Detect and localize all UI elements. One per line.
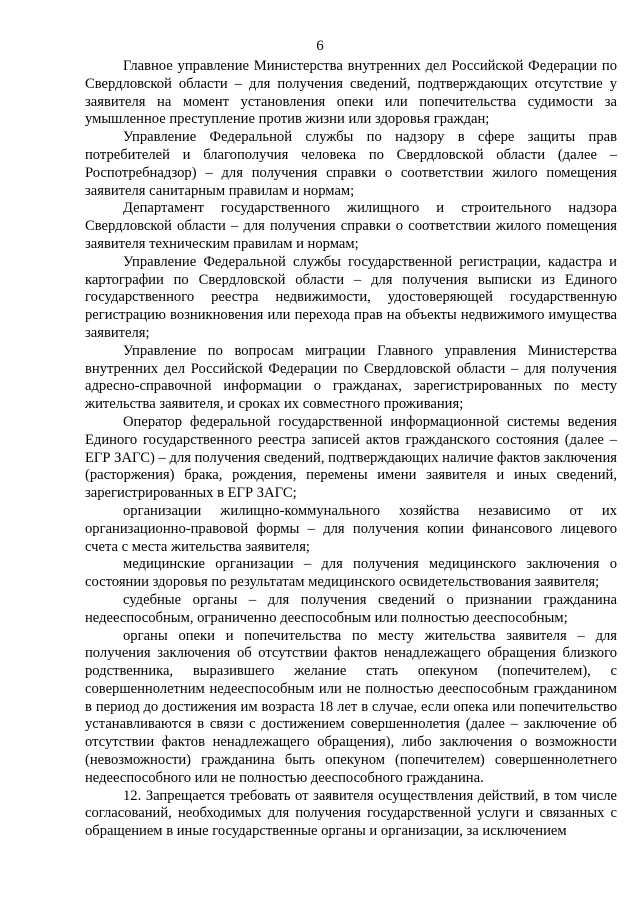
paragraph-mvd: Главное управление Министерства внутренних дел Российской Федерации по Свердловской области – для получения сведений, подтверждающих отсутствие у заявителя на момент установления опеки или попечительства судимости за умышленное преступление против жизни или здоровья граждан; xyxy=(85,58,617,128)
paragraph-guardianship: органы опеки и попечительства по месту жительства заявителя – для получения заключения об отсутствии фактов ненадлежащего обращения близкого родственника, выразившего желание стать опекуном (попечителем), с совершеннолетним недееспособным или не полностью дееспособным гражданином в период до достижения им возраста 18 лет в случае, если опека или попечительство устанавливаются в связи с достижением совершеннолетия (далее – заключение об отсутствии фактов ненадлежащего обращения), либо заключения о возможности (невозможности) гражданина быть опекуном (попечителем) совершеннолетнего недееспособного или не полностью дееспособного гражданина. xyxy=(85,627,617,786)
paragraph-medical: медицинские организации – для получения медицинского заключения о состоянии здоровья по результатам медицинского освидетельствования заявителя; xyxy=(85,556,617,591)
paragraph-rospotrebnadzor: Управление Федеральной службы по надзору в сфере защиты прав потребителей и благополучия человека по Свердловской области (далее – Роспотребнадзор) – для получения справки о соответствии жилого помещения заявителя санитарным правилам и нормам; xyxy=(85,129,617,199)
paragraph-item-12: 12. Запрещается требовать от заявителя осуществления действий, в том числе согласований, необходимых для получения государственной услуги и связанных с обращением в иные государственные органы и организации, за исключением xyxy=(85,787,617,840)
paragraph-housing-supervision: Департамент государственного жилищного и строительного надзора Свердловской области – для получения справки о соответствии жилого помещения заявителя техническим правилам и нормам; xyxy=(85,200,617,252)
paragraph-migration: Управление по вопросам миграции Главного управления Министерства внутренних дел Российской Федерации по Свердловской области – для получения адресно-справочной информации о гражданах, зарегистрированных по месту жительства заявителя, и сроках их совместного проживания; xyxy=(85,342,617,413)
paragraph-egr-zags: Оператор федеральной государственной информационной системы ведения Единого государственного реестра записей актов гражданского состояния (далее – ЕГР ЗАГС) – для получения сведений, подтверждающих наличие фактов заключения (расторжения) брака, рождения, перемены имени заявителя и иных сведений, зарегистрированных в ЕГР ЗАГС; xyxy=(85,413,617,502)
paragraph-housing-utilities: организации жилищно-коммунального хозяйства независимо от их организационно-правовой формы – для получения копии финансового лицевого счета с места жительства заявителя; xyxy=(85,502,617,555)
paragraph-courts: судебные органы – для получения сведений о признании гражданина недееспособным, ограниченно дееспособным или полностью дееспособным; xyxy=(85,591,617,626)
document-body xyxy=(85,58,617,841)
page-number: 6 xyxy=(316,38,324,54)
paragraph-rosreestr: Управление Федеральной службы государственной регистрации, кадастра и картографии по Свердловской области – для получения выписки из Единого государственного реестра недвижимости, удостоверяющей государственную регистрацию возникновения или перехода прав на объекты недвижимого имущества заявителя; xyxy=(85,253,617,341)
